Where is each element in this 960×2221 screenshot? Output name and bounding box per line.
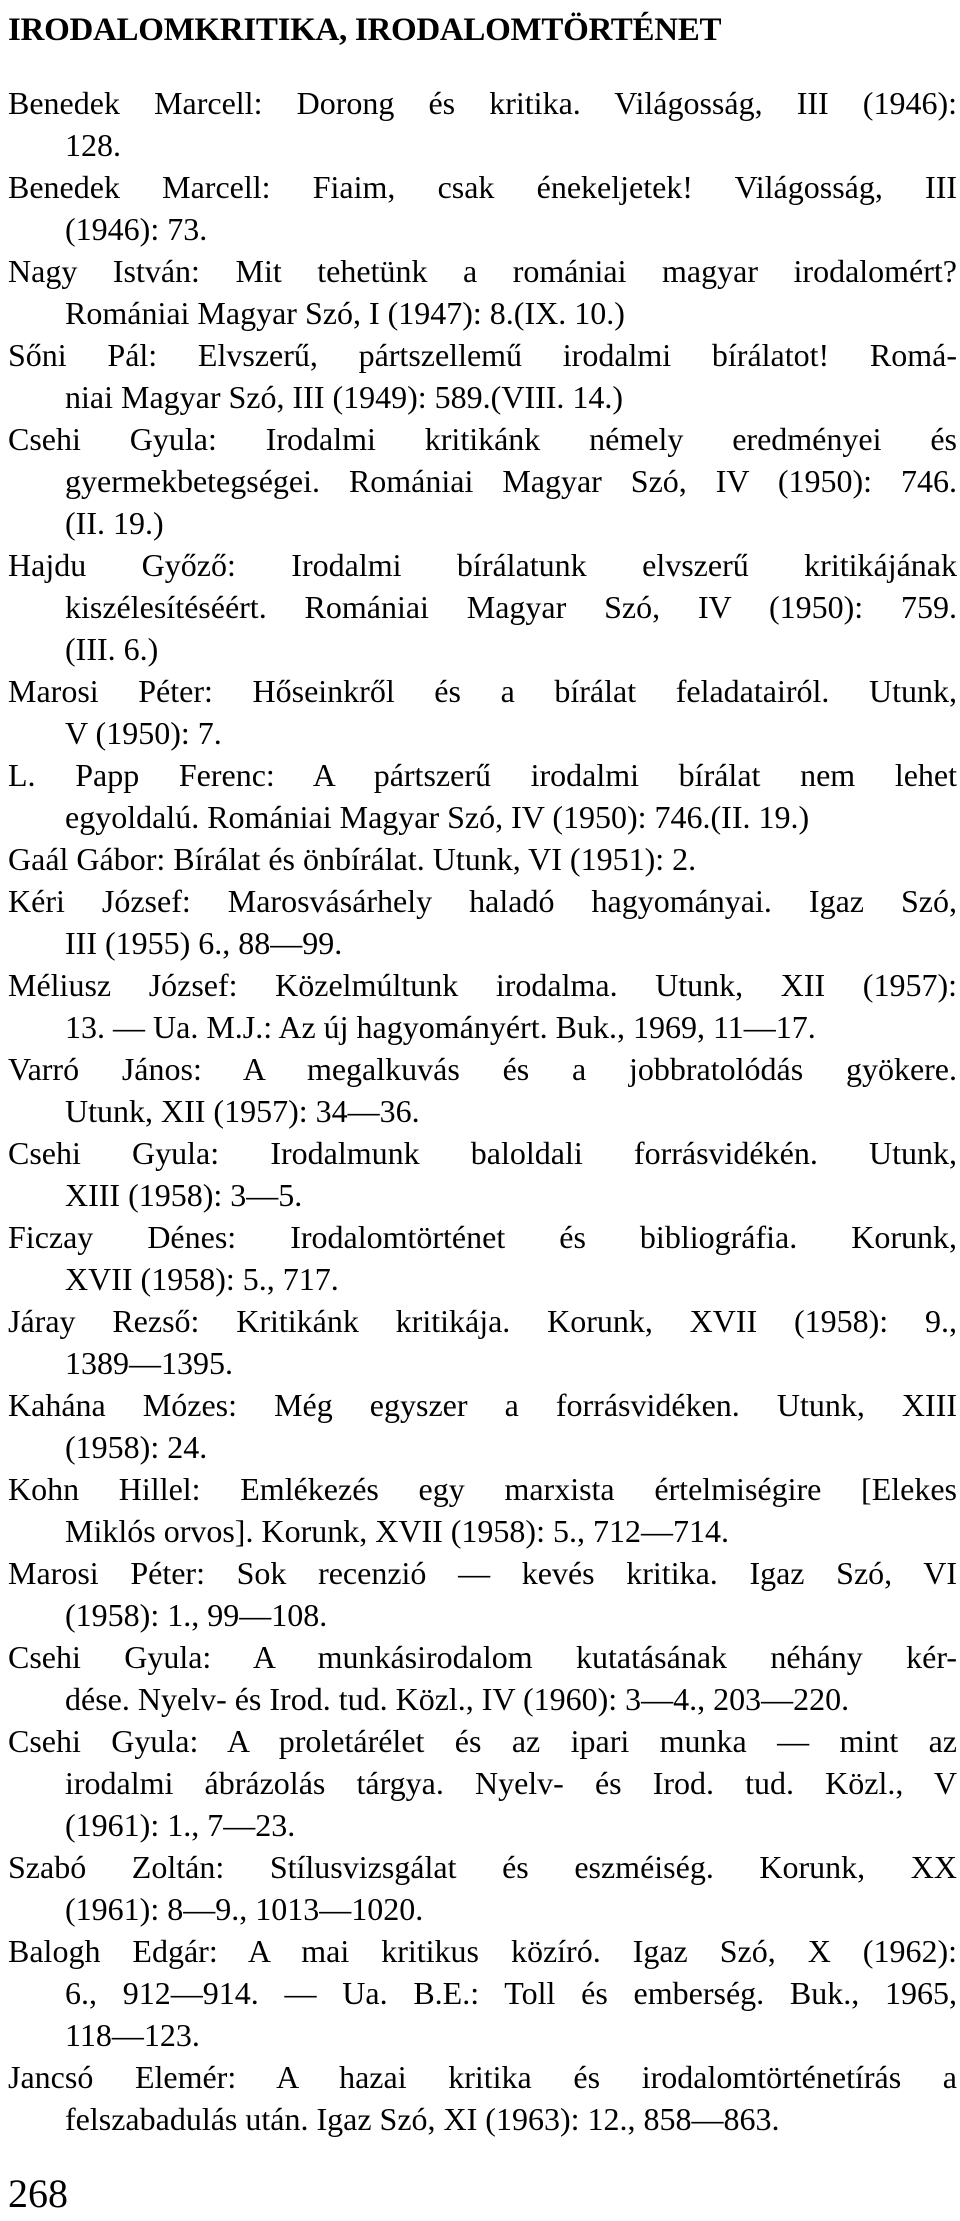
bibliography-entry [8, 1468, 957, 1552]
bibliography-entry [8, 880, 957, 964]
entry-continuation-line: 118—123. [65, 2017, 200, 2053]
entry-first-line: Kéri József: Marosvásárhely haladó hagyományai. Igaz Szó, [8, 883, 957, 919]
bibliography-entry [8, 1384, 957, 1468]
entry-first-line: Benedek Marcell: Dorong és kritika. Világosság, III (1946): [8, 85, 957, 121]
entry-first-line: Csehi Gyula: A munkásirodalom kutatásának néhány kér- [8, 1639, 957, 1675]
entry-continuation-line: (1946): 73. [65, 211, 208, 247]
bibliography-entry [8, 544, 957, 670]
entry-first-line: Járay Rezső: Kritikánk kritikája. Korunk, XVII (1958): 9., [8, 1303, 957, 1339]
entry-continuation-line: 13. — Ua. M.J.: Az új hagyományért. Buk., 1969, 11—17. [65, 1009, 816, 1045]
bibliography-entry [8, 1132, 957, 1216]
entry-continuation-line: (1958): 24. [65, 1429, 208, 1465]
bibliography-entry [8, 1048, 957, 1132]
entry-continuation-line: egyoldalú. Romániai Magyar Szó, IV (1950): 746.(II. 19.) [65, 799, 810, 835]
entry-continuation-line: irodalmi ábrázolás tárgya. Nyelv- és Irod. tud. Közl., V [65, 1765, 957, 1801]
entry-continuation-line: (1961): 8—9., 1013—1020. [65, 1891, 424, 1927]
entry-continuation-line: niai Magyar Szó, III (1949): 589.(VIII. 14.) [65, 379, 624, 415]
entry-continuation-line: Utunk, XII (1957): 34—36. [65, 1093, 420, 1129]
bibliography-entry [8, 838, 957, 880]
bibliography-entry [8, 670, 957, 754]
bibliography-entry [8, 964, 957, 1048]
entry-first-line: Jancsó Elemér: A hazai kritika és irodalomtörténetírás a [8, 2059, 957, 2095]
bibliography-entry [8, 1552, 957, 1636]
entry-first-line: Benedek Marcell: Fiaim, csak énekeljetek! Világosság, III [8, 169, 957, 205]
bibliography-entry [8, 166, 957, 250]
entry-continuation-line: (III. 6.) [65, 631, 159, 667]
entry-first-line: Balogh Edgár: A mai kritikus közíró. Igaz Szó, X (1962): [8, 1933, 957, 1969]
entry-first-line: Marosi Péter: Hőseinkről és a bírálat feladatairól. Utunk, [8, 673, 957, 709]
entry-continuation-line: felszabadulás után. Igaz Szó, XI (1963): 12., 858—863. [65, 2101, 780, 2137]
entry-first-line: L. Papp Ferenc: A pártszerű irodalmi bírálat nem lehet [8, 757, 957, 793]
entry-continuation-line: kiszélesítéséért. Romániai Magyar Szó, IV (1950): 759. [65, 589, 957, 625]
entry-first-line: Szabó Zoltán: Stílusvizsgálat és eszméiség. Korunk, XX [8, 1849, 957, 1885]
bibliography-entry [8, 1216, 957, 1300]
entry-first-line: Marosi Péter: Sok recenzió — kevés kritika. Igaz Szó, VI [8, 1555, 957, 1591]
entry-first-line: Hajdu Győző: Irodalmi bírálatunk elvszerű kritikájának [8, 547, 957, 583]
bibliography-entry [8, 334, 957, 418]
entry-continuation-line: III (1955) 6., 88—99. [65, 925, 343, 961]
bibliography-entry [8, 1720, 957, 1846]
entry-continuation-line: XIII (1958): 3—5. [65, 1177, 303, 1213]
bibliography-entry [8, 1930, 957, 2056]
entry-first-line: Csehi Gyula: A proletárélet és az ipari munka — mint az [8, 1723, 957, 1759]
entry-continuation-line: dése. Nyelv- és Irod. tud. Közl., IV (1960): 3—4., 203—220. [65, 1681, 850, 1717]
entry-continuation-line: XVII (1958): 5., 717. [65, 1261, 339, 1297]
entry-first-line: Nagy István: Mit tehetünk a romániai magyar irodalomért? [8, 253, 957, 289]
entry-continuation-line: 128. [65, 127, 121, 163]
entry-first-line: Ficzay Dénes: Irodalomtörténet és bibliográfia. Korunk, [8, 1219, 957, 1255]
section-heading: IRODALOMKRITIKA, IRODALOMTÖRTÉNET [8, 12, 722, 48]
entry-continuation-line: (1958): 1., 99—108. [65, 1597, 328, 1633]
entry-first-line: Sőni Pál: Elvszerű, pártszellemű irodalmi bírálatot! Romá- [8, 337, 957, 373]
entry-continuation-line: 1389—1395. [65, 1345, 233, 1381]
entry-continuation-line: 6., 912—914. — Ua. B.E.: Toll és emberség. Buk., 1965, [65, 1975, 957, 2011]
bibliography-entry [8, 82, 957, 166]
bibliography-entry [8, 250, 957, 334]
page-number: 268 [8, 2171, 68, 2216]
entry-first-line: Kahána Mózes: Még egyszer a forrásvidéken. Utunk, XIII [8, 1387, 957, 1423]
bibliography-entry [8, 1300, 957, 1384]
entry-first-line: Kohn Hillel: Emlékezés egy marxista értelmiségire [Elekes [8, 1471, 957, 1507]
entry-first-line: Csehi Gyula: Irodalmunk baloldali forrásvidékén. Utunk, [8, 1135, 957, 1171]
bibliography-entry [8, 754, 957, 838]
entry-continuation-line: V (1950): 7. [65, 715, 222, 751]
entry-first-line: Gaál Gábor: Bírálat és önbírálat. Utunk, VI (1951): 2. [8, 841, 697, 877]
entry-continuation-line: (1961): 1., 7—23. [65, 1807, 296, 1843]
entry-continuation-line: Miklós orvos]. Korunk, XVII (1958): 5., 712—714. [65, 1513, 729, 1549]
entry-first-line: Méliusz József: Közelmúltunk irodalma. Utunk, XII (1957): [8, 967, 957, 1003]
bibliography-entry [8, 1636, 957, 1720]
entry-first-line: Varró János: A megalkuvás és a jobbratolódás gyökere. [8, 1051, 957, 1087]
bibliography-entry [8, 418, 957, 544]
entry-continuation-line: Romániai Magyar Szó, I (1947): 8.(IX. 10.) [65, 295, 625, 331]
entry-continuation-line: gyermekbetegségei. Romániai Magyar Szó, IV (1950): 746. [65, 463, 957, 499]
entry-first-line: Csehi Gyula: Irodalmi kritikánk némely eredményei és [8, 421, 957, 457]
bibliography-entry [8, 2056, 957, 2140]
bibliography-list [8, 82, 957, 2140]
bibliography-entry [8, 1846, 957, 1930]
entry-continuation-line: (II. 19.) [65, 505, 164, 541]
